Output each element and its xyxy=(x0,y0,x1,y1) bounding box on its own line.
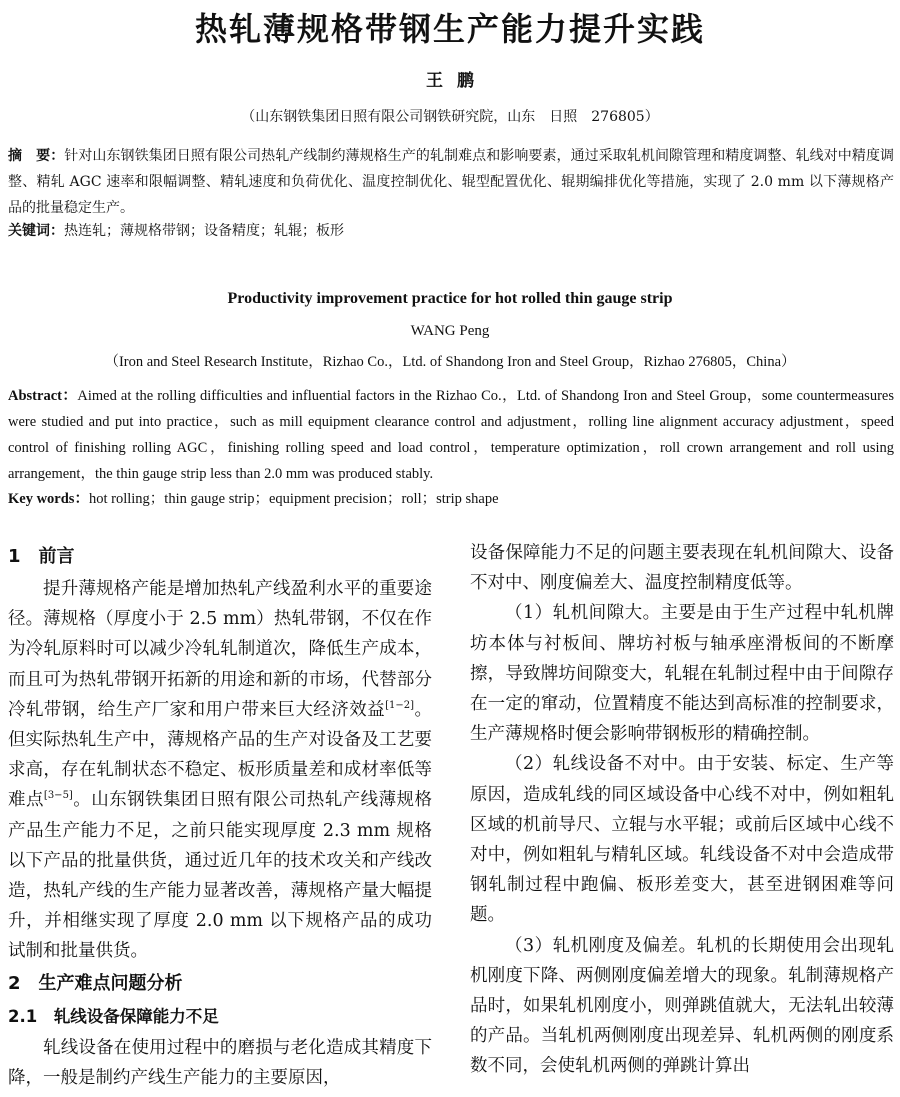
body-column-right xyxy=(470,538,894,1082)
citation-ref-1: [1−2] xyxy=(385,699,415,711)
affiliation: （山东钢铁集团日照有限公司钢铁研究院，山东 日照 276805） xyxy=(241,109,659,125)
section-1-text-b: 。但实际热轧生产中，薄规格产品的生产对设备及工艺要求高，存在轧制状态不稳定、板形质量差和成材率低等难点 xyxy=(8,699,433,811)
body-column-left xyxy=(8,540,432,1093)
author: 王鹏 xyxy=(426,71,488,91)
keywords-zh xyxy=(8,219,894,243)
english-affiliation: （Iron and Steel Research Institute，Rizhao Co.，Ltd. of Shandong Iron and Steel Group，Rizhao 276805，China） xyxy=(104,354,796,370)
section-1-text-c: 。山东钢铁集团日照有限公司热轧产线薄规格产品生产能力不足，之前只能实现厚度 2.3 mm 规格以下产品的批量供货，通过近几年的技术攻关和产线改造，热轧产线的生产能力显著改善，薄规格产量大幅提升，并相继实现了厚度 2.0 mm 以下规格产品的成功试制和批量供货。 xyxy=(8,790,433,962)
abstract-zh xyxy=(8,143,894,221)
keywords-en-text: hot rolling；thin gauge strip；equipment precision；roll；strip shape xyxy=(88,491,499,507)
abstract-en-text: Aimed at the rolling difficulties and influential factors in the Rizhao Co.，Ltd. of Shandong Iron and Steel Group，some countermeasures were studied and put into practice，such as mill equipment clearance control and adjustment，rolling line alignment accuracy adjustment，speed control of finishing rolling AGC，finishing rolling speed and load control，temperature optimization，roll crown arrangement and roll using arrangement，the thin gauge strip less than 2.0 mm was produced stably. xyxy=(8,388,894,482)
abstract-en xyxy=(8,383,894,487)
abstract-zh-text: 针对山东钢铁集团日照有限公司热轧产线制约薄规格生产的轧制难点和影响要素，通过采取轧机间隙管理和精度调整、轧线对中精度调整、精轧 AGC 速率和限幅调整、精轧速度和负荷优化、温度控制优化、辊型配置优化、辊期编排优化等措施，实现了 2.0 mm 以下薄规格产品的批量稳定生产。 xyxy=(8,148,895,216)
english-author: WANG Peng xyxy=(410,323,490,339)
section-2-1-continuation: 设备保障能力不足的问题主要表现在轧机间隙大、设备不对中、刚度偏差大、温度控制精度低等。 xyxy=(470,543,894,594)
keywords-en-label: Key words： xyxy=(8,491,89,507)
section-2-1-paragraph: 轧线设备在使用过程中的磨损与老化造成其精度下降，一般是制约产线生产能力的主要原因， xyxy=(8,1037,432,1088)
item-3-paragraph: （3）轧机刚度及偏差。轧机的长期使用会出现轧机刚度下降、两侧刚度偏差增大的现象。轧制薄规格产品时，如果轧机刚度小，则弹跳值就大，无法轧出较薄的产品。当轧机两侧刚度出现差异、轧机两侧的刚度系数不同，会使轧机两侧的弹跳计算出 xyxy=(470,935,894,1077)
keywords-zh-text: 热连轧；薄规格带钢；设备精度；轧辊；板形 xyxy=(64,223,344,239)
english-title: Productivity improvement practice for hot rolled thin gauge strip xyxy=(227,290,673,307)
keywords-en xyxy=(8,487,894,511)
section-1-heading: 1 前言 xyxy=(8,546,75,567)
section-1-paragraph xyxy=(8,574,432,967)
abstract-zh-label: 摘 要： xyxy=(8,148,65,164)
abstract-en-label: Abstract： xyxy=(8,388,78,404)
section-2-1-heading: 2.1 轧线设备保障能力不足 xyxy=(8,1006,219,1026)
section-2-heading: 2 生产难点问题分析 xyxy=(8,972,183,994)
item-2-paragraph: （2）轧线设备不对中。由于安装、标定、生产等原因，造成轧线的同区域设备中心线不对中，例如粗轧区域的机前导尺、立辊与水平辊；或前后区域中心线不对中，例如粗轧与精轧区域。轧线设备不对中会造成带钢轧制过程中跑偏、板形差变大，甚至进钢困难等问题。 xyxy=(470,754,894,926)
paper-title: 热轧薄规格带钢生产能力提升实践 xyxy=(194,10,705,48)
keywords-zh-label: 关键词： xyxy=(8,223,64,239)
citation-ref-2: [3−5] xyxy=(43,790,73,802)
item-1-paragraph: （1）轧机间隙大。主要是由于生产过程中轧机牌坊本体与衬板间、牌坊衬板与轴承座滑板间的不断摩擦，导致牌坊间隙变大，轧辊在轧制过程中由于间隙存在一定的窜动，位置精度不能达到高标准的控制要求，生产薄规格时便会影响带钢板形的精确控制。 xyxy=(470,603,894,745)
section-1-text-a: 提升薄规格产能是增加热轧产线盈利水平的重要途径。薄规格（厚度小于 2.5 mm）热轧带钢，不仅在作为冷轧原料时可以减少冷轧轧制道次，降低生产成本，而且可为热轧带钢开拓新的用途和新的市场，代替部分冷轧带钢，给生产厂家和用户带来巨大经济效益 xyxy=(8,579,432,720)
